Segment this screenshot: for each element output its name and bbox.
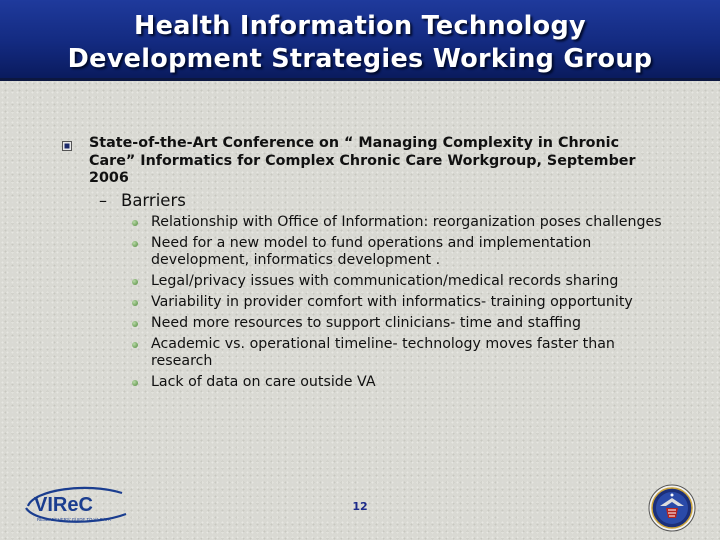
list-item <box>130 214 670 231</box>
virec-logo <box>22 484 130 526</box>
green-dot-icon <box>132 321 138 327</box>
main-bullet-text: State-of-the-Art Conference on “ Managing Complexity in Chronic Care” Informatics for Complex Chronic Care Workgroup, September 2006 <box>89 135 636 186</box>
list-item <box>130 235 670 269</box>
green-dot-icon <box>132 380 138 386</box>
green-dot-icon <box>132 241 138 247</box>
logo-name: VIReC <box>34 494 93 516</box>
barrier-text: Academic vs. operational timeline- technology moves faster than research <box>151 336 615 369</box>
barriers-list <box>130 214 670 395</box>
list-item <box>130 273 670 290</box>
sub-heading-dash: – <box>99 191 107 210</box>
barrier-text: Legal/privacy issues with communication/medical records sharing <box>151 273 619 289</box>
title-line-1: Health Information Technology <box>134 11 586 41</box>
barrier-text: Variability in provider comfort with informatics- training opportunity <box>151 294 633 310</box>
green-dot-icon <box>132 342 138 348</box>
green-dot-icon <box>132 300 138 306</box>
barrier-text: Relationship with Office of Information: reorganization poses challenges <box>151 214 662 230</box>
square-bullet-icon <box>62 141 72 151</box>
title-line-2: Development Strategies Working Group <box>67 44 653 74</box>
logo-tagline: RESEARCHERS' GUIDE TO VA DATA <box>37 517 111 522</box>
slide-title <box>0 10 720 76</box>
green-dot-icon <box>132 279 138 285</box>
list-item <box>130 336 670 370</box>
list-item <box>130 374 670 391</box>
list-item <box>130 294 670 311</box>
green-dot-icon <box>132 220 138 226</box>
page-number: 12 <box>352 500 368 513</box>
list-item <box>130 315 670 332</box>
title-bar <box>0 0 720 81</box>
barrier-text: Need for a new model to fund operations and implementation development, informatics development . <box>151 235 592 268</box>
sub-heading-barriers: Barriers <box>121 191 186 210</box>
barrier-text: Lack of data on care outside VA <box>151 374 376 390</box>
barrier-text: Need more resources to support clinicians- time and staffing <box>151 315 582 331</box>
va-seal-icon <box>648 484 696 532</box>
